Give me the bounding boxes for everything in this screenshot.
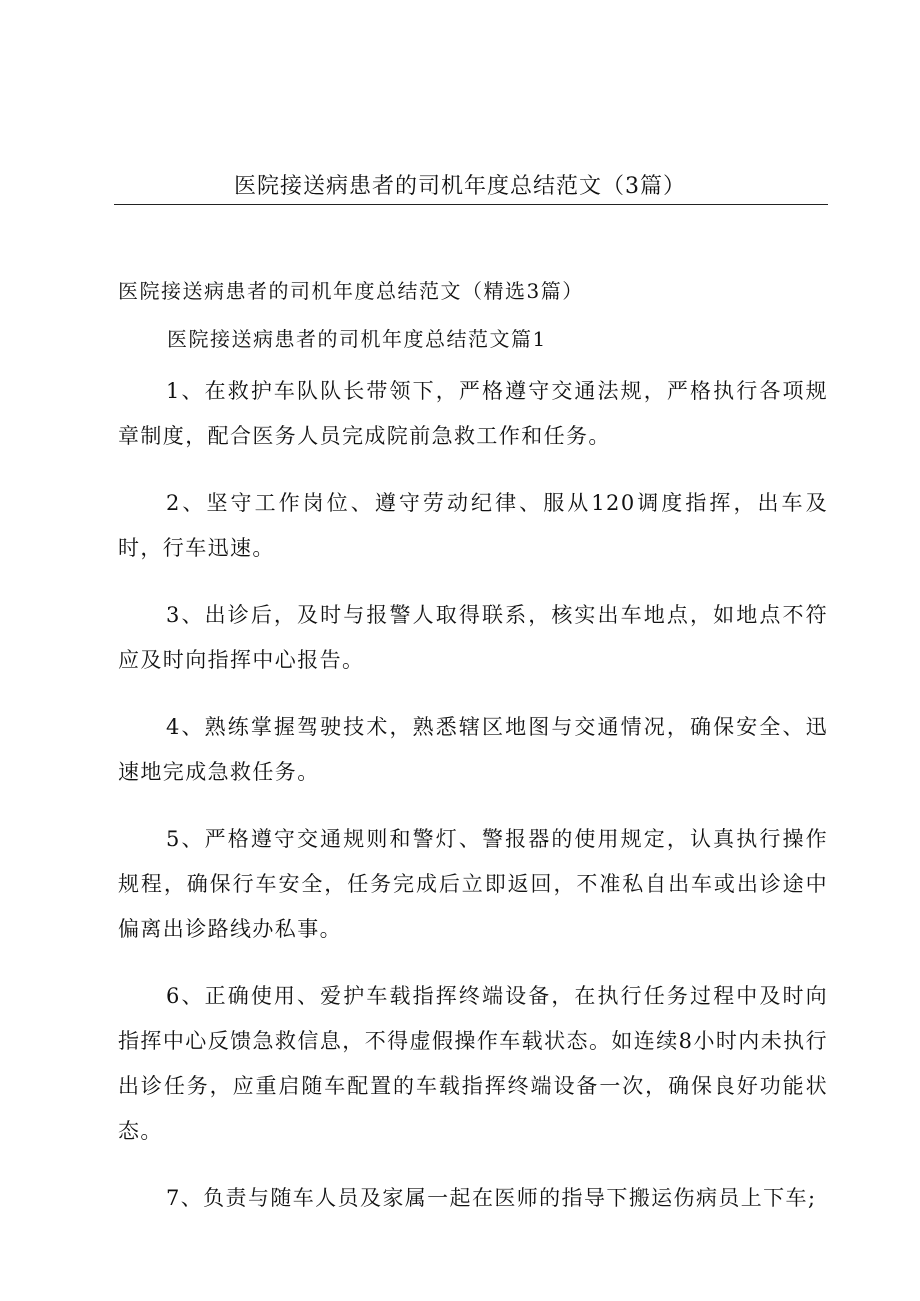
paragraph-item-3: 3、出诊后，及时与报警人取得联系，核实出车地点，如地点不符应及时向指挥中心报告。	[118, 603, 828, 672]
paragraph-item-2: 2、坚守工作岗位、遵守劳动纪律、服从120调度指挥，出车及时，行车迅速。	[118, 491, 828, 560]
paragraph-item-1: 1、在救护车队队长带领下，严格遵守交通法规，严格执行各项规章制度，配合医务人员完成院前急救工作和任务。	[118, 379, 828, 448]
section-heading: 医院接送病患者的司机年度总结范文篇1	[167, 327, 547, 351]
paragraph-item-5: 5、严格遵守交通规则和警灯、警报器的使用规定，认真执行操作规程，确保行车安全，任务完成后立即返回，不准私自出车或出诊途中偏离出诊路线办私事。	[118, 827, 828, 941]
document-title: 医院接送病患者的司机年度总结范文（3篇）	[234, 174, 686, 199]
title-underline	[114, 204, 828, 205]
document-body	[118, 369, 828, 1243]
document-subtitle: 医院接送病患者的司机年度总结范文（精选3篇）	[118, 279, 584, 303]
paragraph-item-4: 4、熟练掌握驾驶技术，熟悉辖区地图与交通情况，确保安全、迅速地完成急救任务。	[118, 715, 828, 784]
paragraph-item-6: 6、正确使用、爱护车载指挥终端设备，在执行任务过程中及时向指挥中心反馈急救信息，不得虚假操作车载状态。如连续8小时内未执行出诊任务，应重启随车配置的车载指挥终端设备一次，确保良好功能状态。	[118, 984, 828, 1143]
paragraph-item-7: 7、负责与随车人员及家属一起在医师的指导下搬运伤病员上下车;	[166, 1186, 817, 1210]
